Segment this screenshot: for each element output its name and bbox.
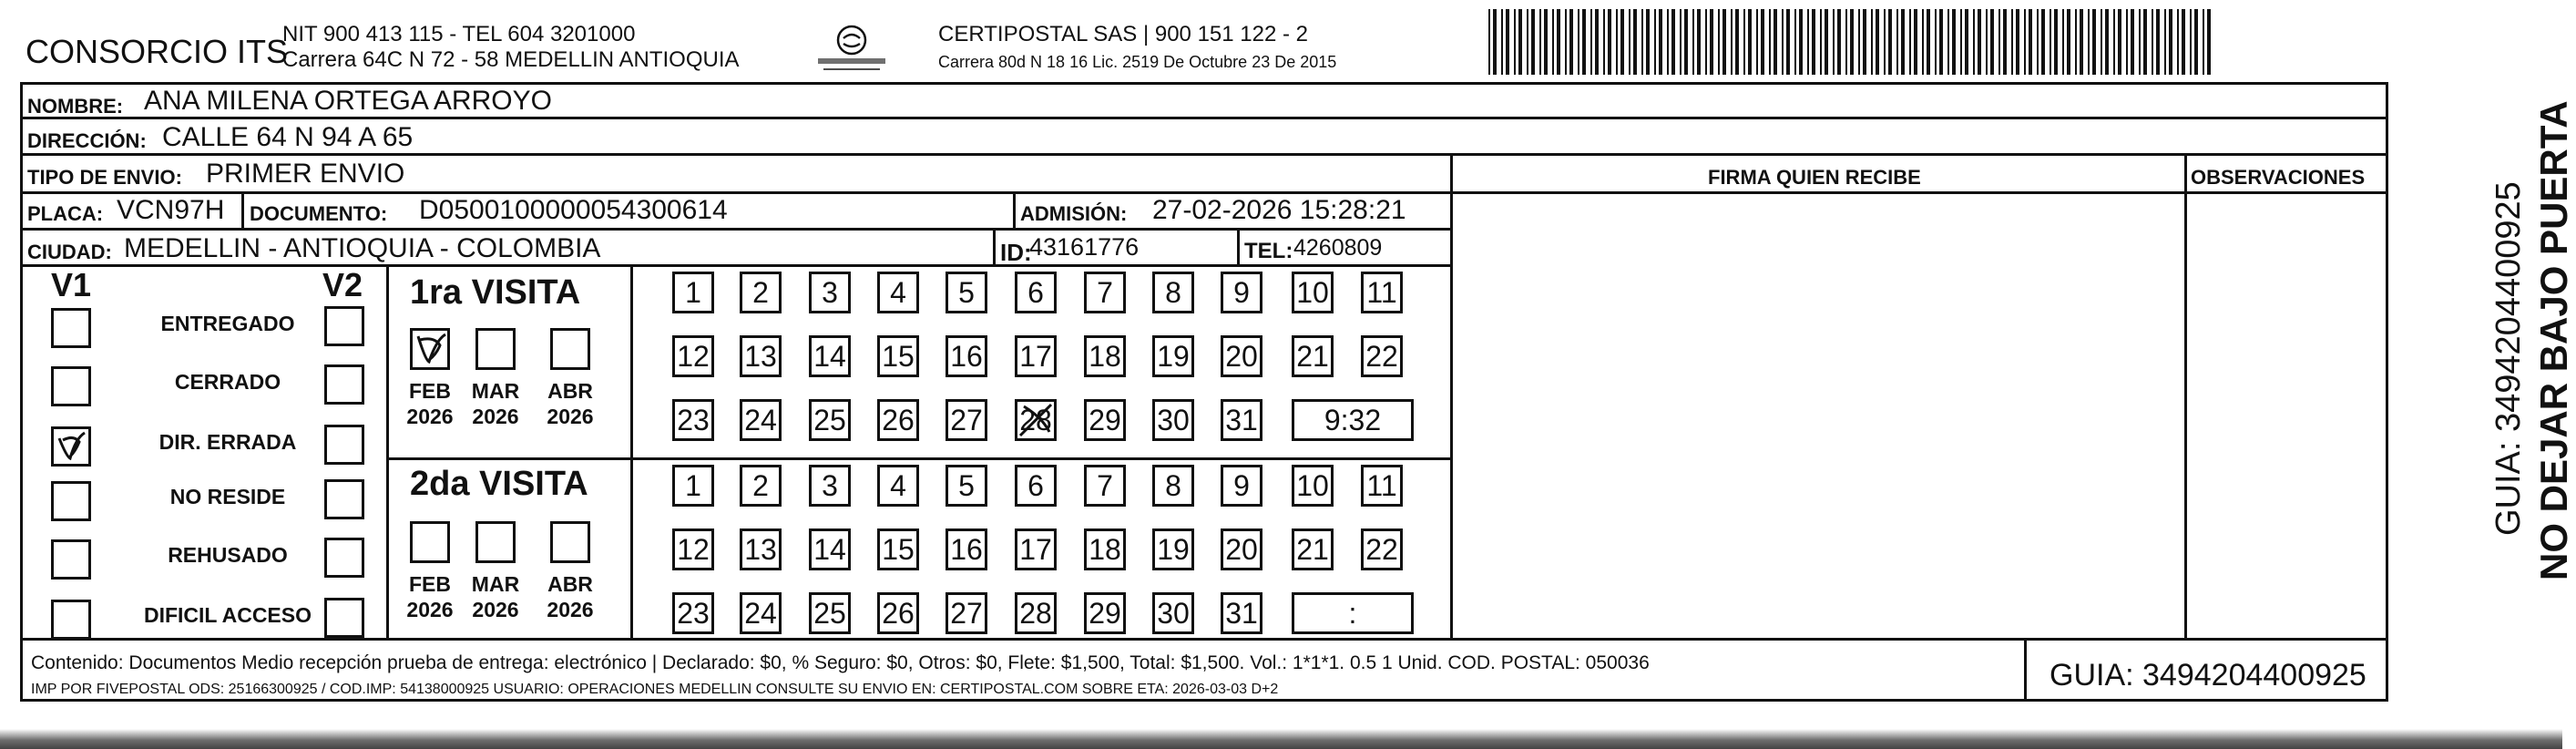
v1-checkbox[interactable] <box>51 366 91 406</box>
visit1-month-checkbox[interactable] <box>475 328 516 370</box>
visit1-month-name: ABR <box>547 379 593 403</box>
visit2-day-box[interactable]: 5 <box>946 465 987 507</box>
id-value: 43161776 <box>1029 233 1140 261</box>
visit2-day-box[interactable]: 15 <box>877 528 919 570</box>
visit1-day-box[interactable]: 5 <box>946 272 987 313</box>
visit1-day-box[interactable]: 14 <box>809 335 851 377</box>
status-label: CERRADO <box>174 370 281 394</box>
visit1-day-box[interactable]: 23 <box>672 399 714 441</box>
side-guia: GUIA: 3494204400925 <box>2489 181 2528 536</box>
scan-shadow <box>0 729 2562 749</box>
visit2-day-box[interactable]: 29 <box>1084 592 1126 634</box>
visit2-month-year: 2026 <box>406 598 454 621</box>
direccion-value: CALLE 64 N 94 A 65 <box>162 122 414 152</box>
nombre-label: NOMBRE: <box>27 95 124 118</box>
documento-label: DOCUMENTO: <box>250 202 388 225</box>
visit2-day-box[interactable]: 31 <box>1221 592 1262 634</box>
visit2-day-box[interactable]: 6 <box>1015 465 1057 507</box>
visit1-day-box[interactable]: 29 <box>1084 399 1126 441</box>
visit1-day-box[interactable]: 21 <box>1292 335 1334 377</box>
visit1-day-box[interactable]: 24 <box>740 399 782 441</box>
visit1-day-box[interactable]: 27 <box>946 399 987 441</box>
v1-checkbox[interactable] <box>51 539 91 580</box>
visit2-month-checkbox[interactable] <box>550 521 590 563</box>
tel-label: TEL: <box>1244 239 1293 263</box>
footer-guia: GUIA: 3494204400925 <box>2050 658 2366 693</box>
visit2-day-box[interactable]: 10 <box>1292 465 1334 507</box>
visit1-day-box[interactable]: 22 <box>1361 335 1403 377</box>
status-label: REHUSADO <box>168 543 288 567</box>
day-mark-icon <box>1015 399 1057 446</box>
v2-checkbox[interactable] <box>324 425 364 465</box>
visit2-month-name: FEB <box>409 572 451 596</box>
observaciones-label: OBSERVACIONES <box>2191 166 2366 189</box>
footer-contenido: Contenido: Documentos Medio recepción prueba de entrega: electrónico | Declarado: $0, % Seguro: $0, Otros: $0, Flete: $1,500, Total: $1,500. Vol.: 1*1*1. 0.5 1 Unid. COD. POSTAL: 050036 <box>31 652 1650 673</box>
v2-checkbox[interactable] <box>324 364 364 405</box>
checkmark-icon <box>54 429 88 464</box>
visit1-day-box[interactable]: 12 <box>672 335 714 377</box>
visit1-day-box[interactable]: 7 <box>1084 272 1126 313</box>
visit1-day-box[interactable]: 8 <box>1152 272 1194 313</box>
visit2-day-box[interactable]: 13 <box>740 528 782 570</box>
visit1-month-year: 2026 <box>406 405 454 428</box>
visit2-day-box[interactable]: 21 <box>1292 528 1334 570</box>
footer-imp: IMP POR FIVEPOSTAL ODS: 25166300925 / COD.IMP: 54138000925 USUARIO: OPERACIONES MEDELLIN CONSULTE SU ENVIO EN: CERTIPOSTAL.COM SOBRE ETA: 2026-03-03 D+2 <box>31 682 1279 697</box>
visit1-day-box[interactable]: 1 <box>672 272 714 313</box>
visit1-day-box[interactable]: 10 <box>1292 272 1334 313</box>
visit2-day-box[interactable]: 7 <box>1084 465 1126 507</box>
v2-checkbox[interactable] <box>324 479 364 519</box>
ciudad-value: MEDELLIN - ANTIOQUIA - COLOMBIA <box>124 233 601 263</box>
visit1-day-box[interactable]: 3 <box>809 272 851 313</box>
visit2-day-box[interactable]: 4 <box>877 465 919 507</box>
visit2-day-box[interactable]: 8 <box>1152 465 1194 507</box>
visit1-time-box[interactable]: 9:32 <box>1292 399 1414 441</box>
visit1-day-box[interactable]: 17 <box>1015 335 1057 377</box>
company-name: CONSORCIO ITS <box>26 33 289 70</box>
admision-value: 27-02-2026 15:28:21 <box>1152 195 1406 225</box>
visit2-day-box[interactable]: 25 <box>809 592 851 634</box>
visit2-day-box[interactable]: 2 <box>740 465 782 507</box>
tel-value: 4260809 <box>1293 235 1383 261</box>
visit2-day-box[interactable]: 11 <box>1361 465 1403 507</box>
visit1-month-year: 2026 <box>547 405 594 428</box>
firma-label: FIRMA QUIEN RECIBE <box>1708 166 1921 189</box>
v2-checkbox[interactable] <box>324 598 364 638</box>
visit1-day-box[interactable]: 19 <box>1152 335 1194 377</box>
visit1-month-checkbox[interactable] <box>550 328 590 370</box>
visit2-day-box[interactable]: 17 <box>1015 528 1057 570</box>
visit1-day-box[interactable]: 4 <box>877 272 919 313</box>
tipo-envio-label: TIPO DE ENVIO: <box>27 166 182 189</box>
v1-checkbox[interactable] <box>51 308 91 348</box>
v1-checkbox[interactable] <box>51 481 91 521</box>
visit2-day-box[interactable]: 18 <box>1084 528 1126 570</box>
visit1-day-box[interactable]: 16 <box>946 335 987 377</box>
visit2-day-box[interactable]: 14 <box>809 528 851 570</box>
visit2-day-box[interactable]: 19 <box>1152 528 1194 570</box>
visit2-day-box[interactable]: 27 <box>946 592 987 634</box>
visit1-day-box[interactable]: 26 <box>877 399 919 441</box>
tipo-envio-value: PRIMER ENVIO <box>206 159 405 189</box>
visit2-day-box[interactable]: 28 <box>1015 592 1057 634</box>
visit1-month-name: FEB <box>409 379 451 403</box>
visit1-day-box[interactable]: 2 <box>740 272 782 313</box>
visit2-month-checkbox[interactable] <box>410 521 450 563</box>
side-no-dejar: NO DEJAR BAJO PUERTA <box>2532 100 2575 580</box>
company-nit: NIT 900 413 115 - TEL 604 3201000 <box>282 22 636 46</box>
visit1-month-year: 2026 <box>472 405 519 428</box>
certipostal-seal-icon <box>811 20 893 75</box>
visit2-day-box[interactable]: 9 <box>1221 465 1262 507</box>
admision-label: ADMISIÓN: <box>1020 202 1128 225</box>
visit2-day-box[interactable]: 26 <box>877 592 919 634</box>
visit1-month-name: MAR <box>471 379 520 403</box>
visit2-time-box[interactable]: : <box>1292 592 1414 634</box>
visit1-day-box[interactable]: 28 <box>1015 399 1057 441</box>
v1-checkbox[interactable] <box>51 426 91 467</box>
v2-label: V2 <box>322 266 363 303</box>
status-label: DIR. ERRADA <box>158 430 297 454</box>
visit1-day-box[interactable]: 30 <box>1152 399 1194 441</box>
visit2-day-box[interactable]: 16 <box>946 528 987 570</box>
direccion-label: DIRECCIÓN: <box>27 129 147 152</box>
certipostal-logo <box>811 20 893 75</box>
v2-checkbox[interactable] <box>324 306 364 346</box>
status-label: NO RESIDE <box>169 485 286 508</box>
company-address: Carrera 64C N 72 - 58 MEDELLIN ANTIOQUIA <box>282 47 740 72</box>
v2-checkbox[interactable] <box>324 538 364 578</box>
visit1-day-box[interactable]: 18 <box>1084 335 1126 377</box>
visit2-day-box[interactable]: 24 <box>740 592 782 634</box>
visit1-title: 1ra VISITA <box>410 273 581 312</box>
visit2-month-name: MAR <box>471 572 520 596</box>
visit2-day-box[interactable]: 22 <box>1361 528 1403 570</box>
visit1-day-box[interactable]: 31 <box>1221 399 1262 441</box>
v1-checkbox[interactable] <box>51 600 91 640</box>
visit2-day-box[interactable]: 12 <box>672 528 714 570</box>
certipostal-address: Carrera 80d N 18 16 Lic. 2519 De Octubre 23 De 2015 <box>938 53 1337 71</box>
visit1-day-box[interactable]: 11 <box>1361 272 1403 313</box>
visit2-month-year: 2026 <box>472 598 519 621</box>
checkmark-icon <box>413 331 449 367</box>
visit1-day-box[interactable]: 15 <box>877 335 919 377</box>
visit1-day-box[interactable]: 20 <box>1221 335 1262 377</box>
visit1-day-box[interactable]: 6 <box>1015 272 1057 313</box>
visit2-month-year: 2026 <box>547 598 594 621</box>
placa-value: VCN97H <box>117 195 225 225</box>
visit2-month-checkbox[interactable] <box>475 521 516 563</box>
visit2-month-name: ABR <box>547 572 593 596</box>
visit2-day-box[interactable]: 20 <box>1221 528 1262 570</box>
documento-value: D0500100000054300614 <box>419 195 728 225</box>
visit1-day-box[interactable]: 9 <box>1221 272 1262 313</box>
visit2-day-box[interactable]: 30 <box>1152 592 1194 634</box>
certipostal-name: CERTIPOSTAL SAS | 900 151 122 - 2 <box>938 22 1308 46</box>
ciudad-label: CIUDAD: <box>27 241 112 263</box>
visit2-day-box[interactable]: 1 <box>672 465 714 507</box>
visit1-day-box[interactable]: 25 <box>809 399 851 441</box>
visit1-month-checkbox[interactable] <box>410 328 450 370</box>
nombre-value: ANA MILENA ORTEGA ARROYO <box>144 86 552 116</box>
id-label: ID: <box>1000 239 1032 266</box>
placa-label: PLACA: <box>27 202 104 225</box>
status-label: ENTREGADO <box>160 312 295 335</box>
visit2-day-box[interactable]: 3 <box>809 465 851 507</box>
visit1-day-box[interactable]: 13 <box>740 335 782 377</box>
status-label: DIFICIL ACCESO <box>143 603 312 627</box>
visit2-title: 2da VISITA <box>410 465 588 503</box>
visit2-day-box[interactable]: 23 <box>672 592 714 634</box>
v1-label: V1 <box>51 266 92 303</box>
barcode-icon <box>1485 9 2213 75</box>
